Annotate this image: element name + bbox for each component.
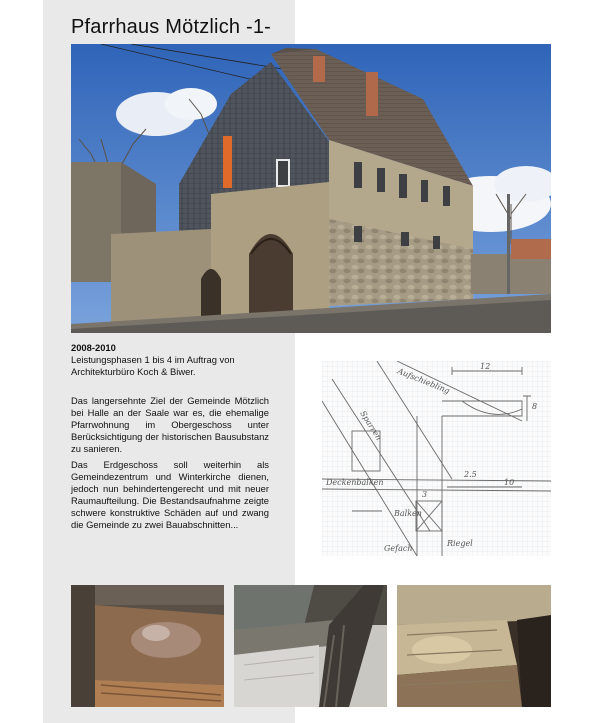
sketch-label-balken: Balken [394, 509, 422, 518]
sketch-label-sparren: Sparren [358, 409, 384, 442]
detail-photo-1 [71, 585, 224, 707]
crumbling-wall-photo [397, 585, 551, 707]
detail-photo-2 [234, 585, 387, 707]
detail-photo-3 [397, 585, 551, 707]
parsonage-illustration [71, 44, 551, 333]
parsonage-photo [71, 44, 551, 333]
project-period: 2008-2010 [71, 342, 116, 353]
sketch-dim-4: 2.5 [464, 470, 477, 479]
damaged-beam-photo [71, 585, 224, 707]
sketch-drawing [322, 361, 551, 556]
sketch-label-deckenbalken: Deckenbalken [326, 478, 384, 487]
sketch-label-aufschiebling: Aufschiebling [396, 366, 452, 396]
sketch-dim-1: 12 [480, 362, 491, 371]
rotten-frame-photo [234, 585, 387, 707]
sketch-label-riegel: Riegel [447, 539, 473, 548]
sketch-dim-2: 8 [532, 402, 538, 411]
project-description-2: Das Erdgeschoss soll weiterhin als Gemeindezentrum und Winterkirche dienen, jedoch nun behindertengerecht und mit neuer Raumaufteilung. Die Bestandsaufnahme zeigte schwere konstruktive Schäden auf und zwang die Gemeinde zu zwei Bauabschnitten... [71, 459, 269, 530]
sketch-dim-5: 10 [504, 478, 515, 487]
project-phases: Leistungsphasen 1 bis 4 im Auftrag von Architekturbüro Koch & Biwer. [71, 354, 235, 377]
project-description-1: Das langersehnte Ziel der Gemeinde Mötzlich bei Halle an der Saale war es, die ehemalige Pfarrwohnung im Obergeschoss unter Berücksichtigung der historischen Bausubstanz zu sanieren. [71, 395, 269, 454]
page-title: Pfarrhaus Mötzlich -1- [71, 16, 272, 38]
construction-sketch [322, 361, 551, 556]
sketch-label-gefach: Gefach [384, 544, 413, 553]
sketch-dim-3: 3 [422, 490, 428, 499]
